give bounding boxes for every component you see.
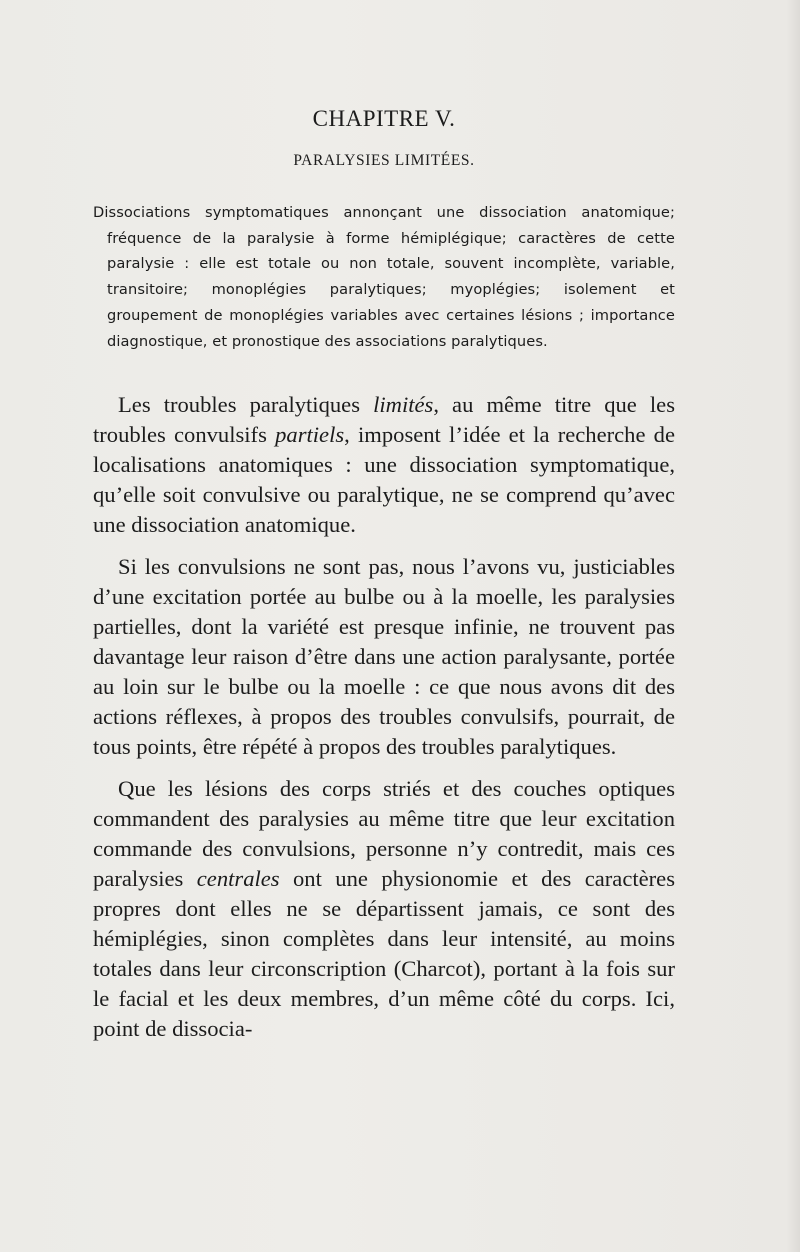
paragraph-1 <box>93 390 675 540</box>
chapter-title: CHAPITRE V. <box>312 106 456 131</box>
paragraph-3 <box>93 774 675 1044</box>
page-edge-shadow <box>786 0 800 1252</box>
paragraph-1-italic-limites: limités <box>373 392 434 418</box>
paragraph-1-text-c: , imposent l’idée et la recherche de localisations anatomiques : une dissociation symptomatique, qu’elle soit convulsive ou paralytique, ne se comprend qu’avec une dissociation anatomique. <box>93 422 676 538</box>
paragraph-2: Si les convulsions ne sont pas, nous l’avons vu, justiciables d’une excitation portée au bulbe ou à la moelle, les paralysies partielles, dont la variété est presque infinie, ne trouvent pas davantage leur raison d’être dans une action paralysante, portée au loin sur le bulbe ou la moelle : ce que nous avons dit des actions réflexes, à propos des troubles convulsifs, pourrait, de tous points, être répété à propos des troubles paralytiques. <box>93 554 675 760</box>
chapter-summary: Dissociations symptomatiques annonçant une dissociation anatomique; fréquence de la paralysie à forme hémiplégique; caractères de cette paralysie : elle est totale ou non totale, souvent incomplète, variable, transitoire; monoplégies paralytiques; myoplégies; isolement et groupement de monoplégies variables avec certaines lésions ; importance diagnostique, et pronostique des associations paralytiques. <box>93 204 675 350</box>
paragraph-3-text-a: Que les lésions des corps striés et des couches optiques commandent des paralysies au même titre que leur excitation commande des convulsions, personne n’y contredit, mais ces paralysies <box>93 776 675 892</box>
paragraph-1-text-b: , au même titre que les troubles convulsifs <box>93 392 676 448</box>
paragraph-3-italic-centrales: centrales <box>196 866 280 892</box>
paragraph-1-text-a: Les troubles paralytiques <box>118 392 374 418</box>
paragraph-3-text-b: ont une physionomie et des caractères propres dont elles ne se départissent jamais, ce sont des hémiplégies, sinon complètes dans leur intensité, au moins totales dans leur circonscription (Charcot), portant à la fois sur le facial et les deux membres, d’un même côté du corps. Ici, point de dissocia- <box>93 866 675 1042</box>
text-block <box>93 96 675 1044</box>
paragraph-1-italic-partiels: partiels <box>275 422 345 448</box>
chapter-subtitle: PARALYSIES LIMITÉES. <box>293 152 475 169</box>
